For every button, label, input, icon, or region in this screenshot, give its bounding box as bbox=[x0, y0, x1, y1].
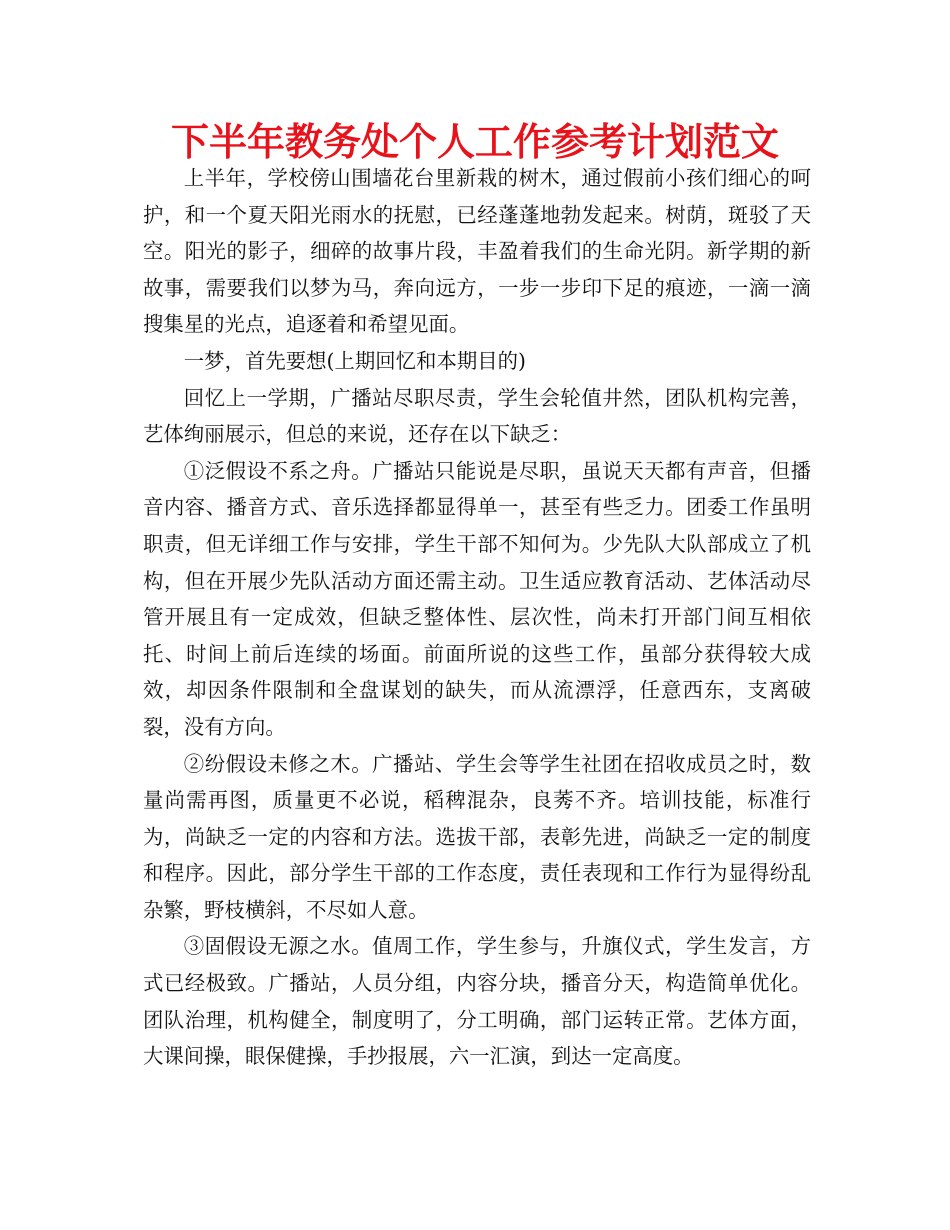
paragraph-point-2: ②纷假设未修之木。广播站、学生会等学生社团在招收成员之时，数量尚需再图，质量更不必说，稻稗混杂，良莠不齐。培训技能，标准行为，尚缺乏一定的内容和方法。选拔干部，表彰先进，尚缺乏一定的制度和程序。因此，部分学生干部的工作态度，责任表现和工作行为显得纷乱杂繁，野枝横斜，不尽如人意。 bbox=[143, 751, 811, 922]
paragraph-review: 回忆上一学期，广播站尽职尽责，学生会轮值井然，团队机构完善，艺体绚丽展示，但总的来说，还存在以下缺乏： bbox=[143, 385, 811, 447]
paragraph-section-heading: 一梦，首先要想(上期回忆和本期目的) bbox=[183, 348, 526, 373]
paragraph-point-1: ①泛假设不系之舟。广播站只能说是尽职，虽说天天都有声音，但播音内容、播音方式、音乐选择都显得单一，甚至有些乏力。团委工作虽明职责，但无详细工作与安排，学生干部不知何为。少先队大队部成立了机构，但在开展少先队活动方面还需主动。卫生适应教育活动、艺体活动尽管开展且有一定成效，但缺乏整体性、层次性，尚未打开部门间互相依托、时间上前后连续的场面。前面所说的这些工作，虽部分获得较大成效，却因条件限制和全盘谋划的缺失，而从流漂浮，任意西东，支离破裂，没有方向。 bbox=[143, 458, 811, 739]
paragraph-intro: 上半年，学校傍山围墙花台里新栽的树木，通过假前小孩们细心的呵护，和一个夏天阳光雨水的抚慰，已经蓬蓬地勃发起来。树荫，斑驳了天空。阳光的影子，细碎的故事片段，丰盈着我们的生命光阴。新学期的新故事，需要我们以梦为马，奔向远方，一步一步印下足的痕迹，一滴一滴搜集星的光点，追逐着和希望见面。 bbox=[143, 166, 811, 337]
document-body bbox=[143, 160, 811, 1075]
paragraph-point-3: ③固假设无源之水。值周工作，学生参与，升旗仪式，学生发言，方式已经极致。广播站，人员分组，内容分块，播音分天，构造简单优化。团队治理，机构健全，制度明了，分工明确，部门运转正常。艺体方面，大课间操，眼保健操，手抄报展，六一汇演，到达一定高度。 bbox=[143, 934, 811, 1069]
document-title: 下半年教务处个人工作参考计划范文 bbox=[170, 120, 779, 164]
